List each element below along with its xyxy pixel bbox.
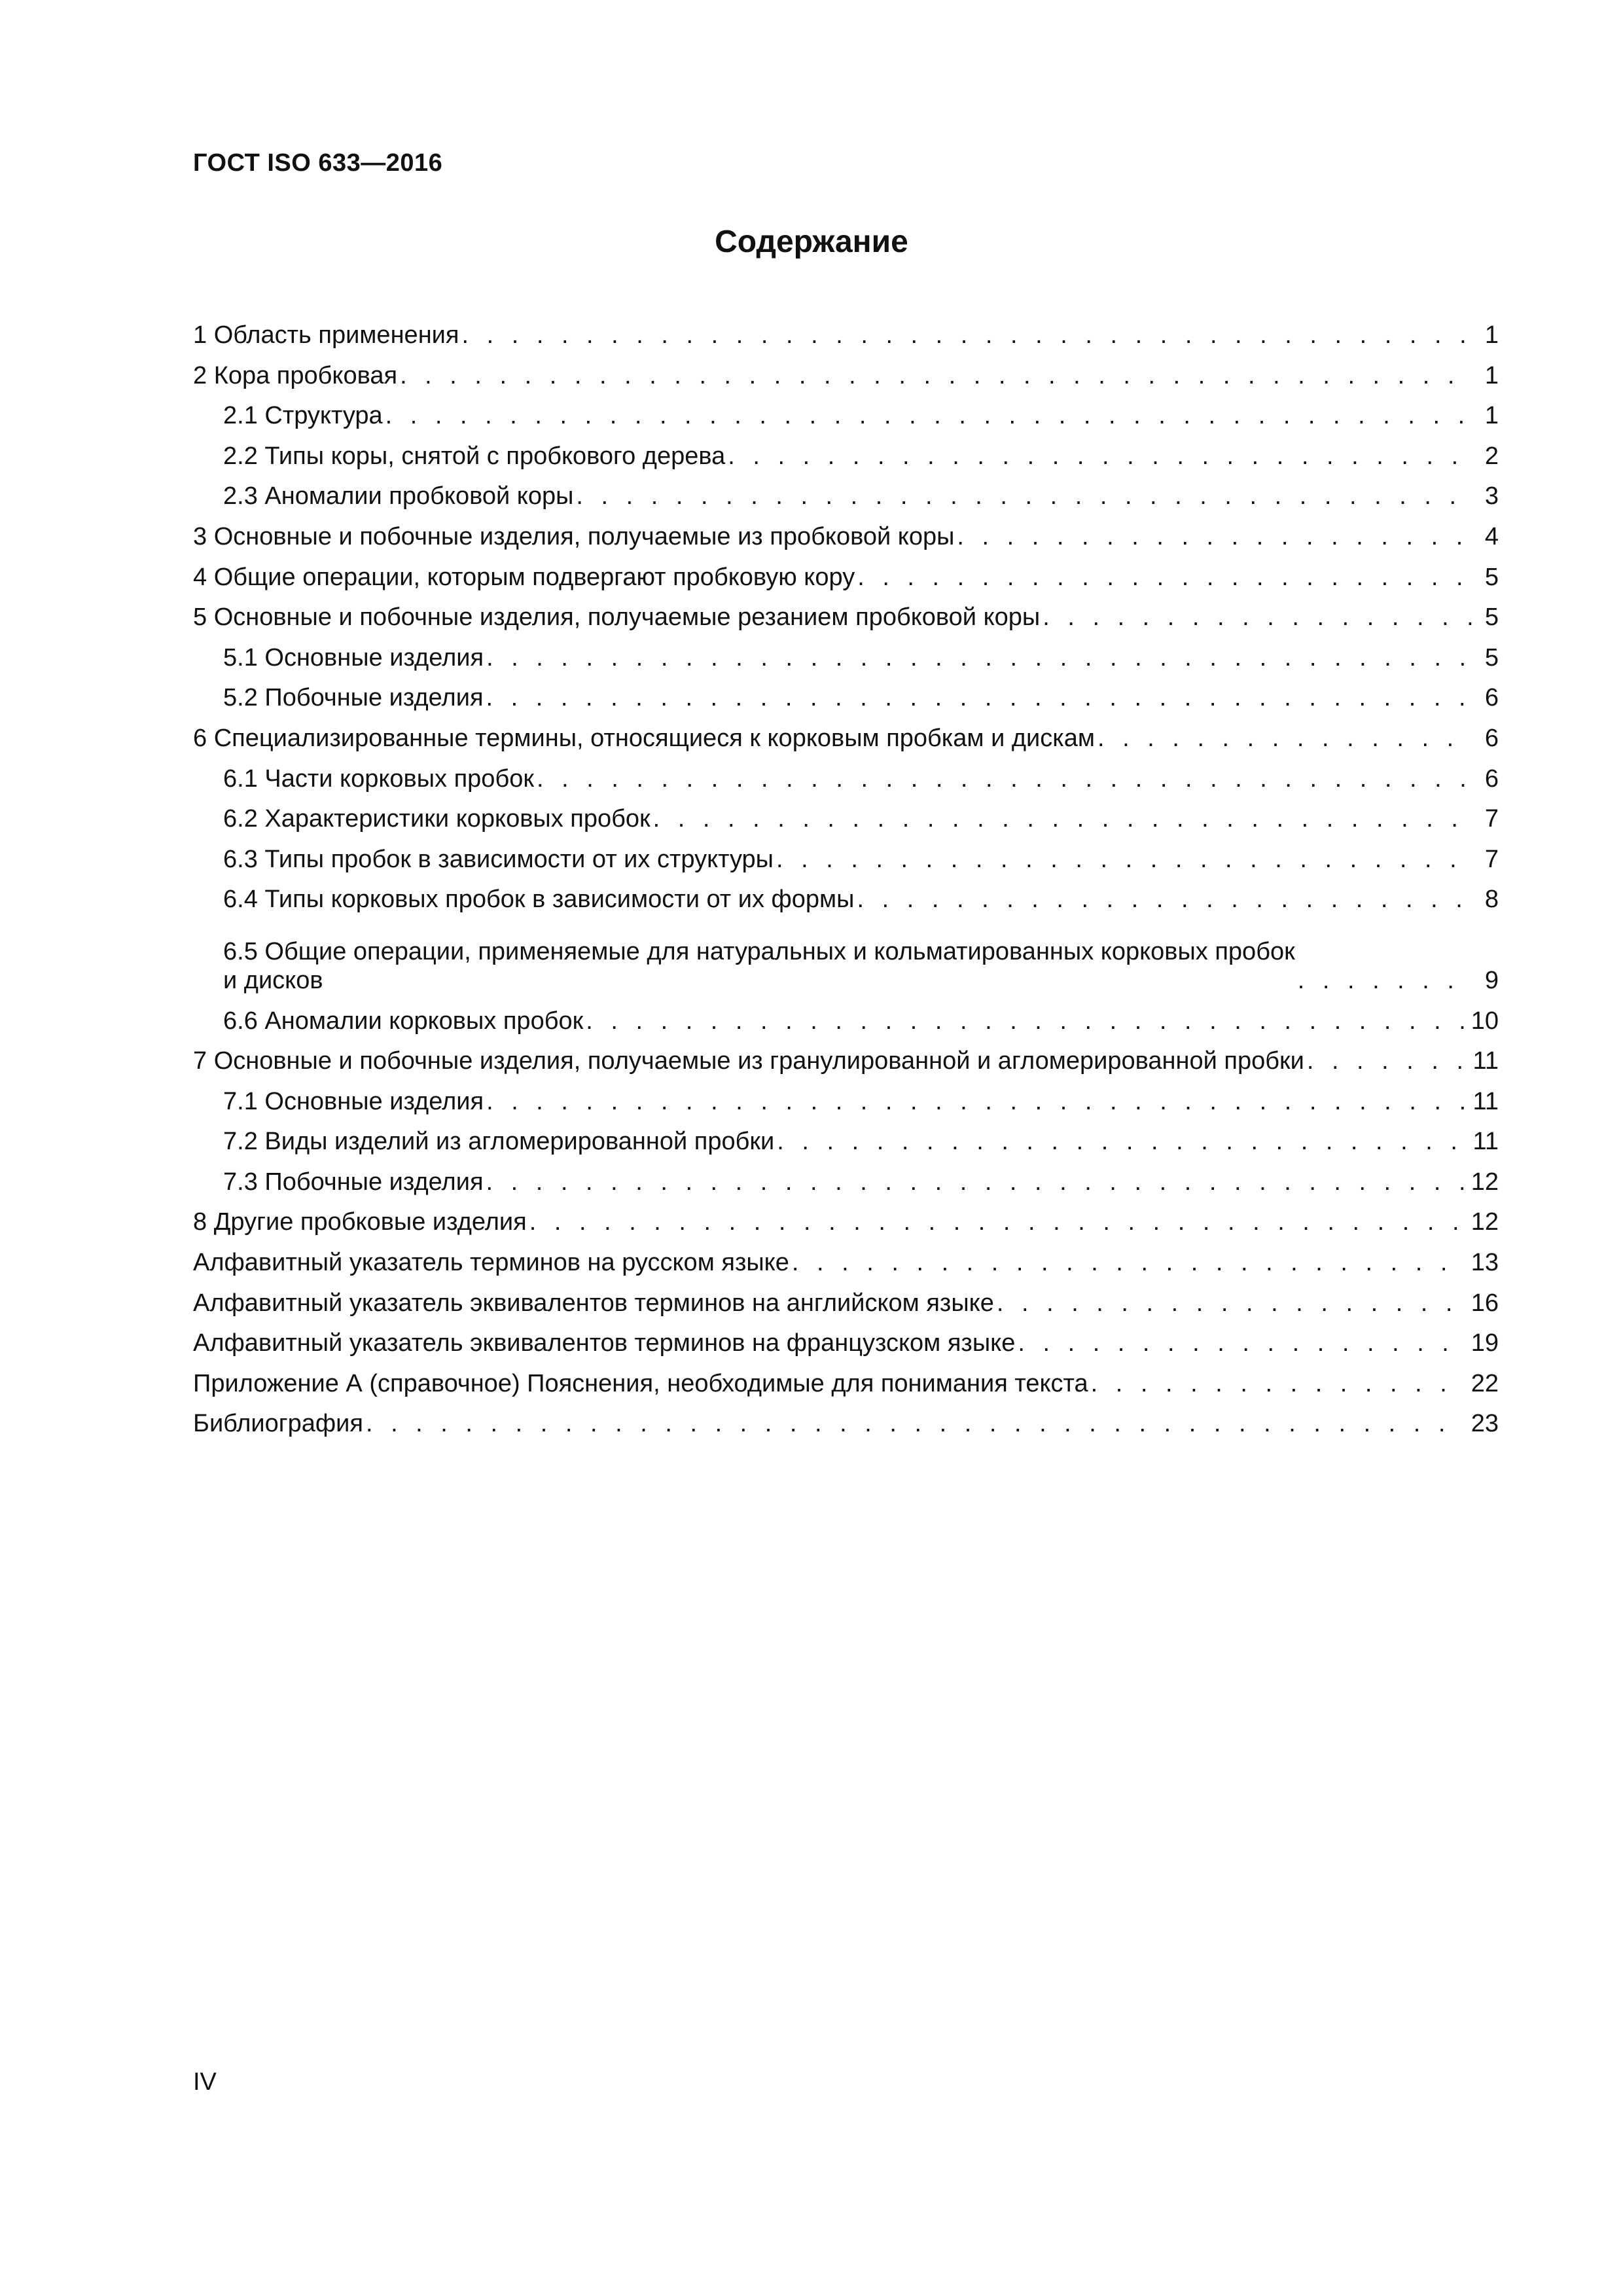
- toc-entry-index-russian[interactable]: [193, 1248, 1499, 1277]
- toc-entry-page: 9: [1484, 966, 1499, 994]
- dot-leader: [366, 1409, 1465, 1438]
- dot-leader: [1018, 1329, 1464, 1357]
- dot-leader: [1298, 966, 1474, 995]
- toc-entry-7-1[interactable]: [193, 1087, 1499, 1116]
- toc-entry-page: 7: [1484, 845, 1499, 873]
- toc-entry-page: 8: [1484, 886, 1499, 914]
- toc-entry-page: 5: [1484, 643, 1499, 672]
- toc-entry-5-2[interactable]: [193, 683, 1499, 712]
- dot-leader: [486, 683, 1474, 712]
- toc-entry-label: 2.1 Структура: [223, 402, 383, 430]
- toc-entry-label: 6.4 Типы корковых пробок в зависимости от их формы: [223, 886, 855, 914]
- toc-entry-page: 4: [1484, 522, 1499, 550]
- toc-entry-label-line1: 6.5 Общие операции, применяемые для натуральных и кольматированных корковых пробок: [223, 937, 1295, 965]
- toc-entry-label: 1 Область применения: [193, 321, 459, 349]
- toc-entry-7-2[interactable]: [193, 1127, 1499, 1156]
- toc-entry-label-line2: и дисков: [223, 966, 323, 994]
- toc-entry-label: 5.1 Основные изделия: [223, 643, 484, 672]
- toc-entry-page: 16: [1471, 1289, 1499, 1317]
- toc-entry-page: 11: [1472, 1087, 1499, 1115]
- toc-entry-page: 11: [1472, 1047, 1499, 1075]
- dot-leader: [586, 1007, 1464, 1035]
- toc-entry-page: 6: [1484, 684, 1499, 712]
- dot-leader: [777, 1127, 1466, 1156]
- toc-entry-5[interactable]: [193, 603, 1499, 632]
- dot-leader: [857, 563, 1474, 592]
- page-number: IV: [193, 2068, 217, 2096]
- toc-entry-page: 12: [1471, 1168, 1499, 1196]
- toc-entry-label: 6.3 Типы пробок в зависимости от их структуры: [223, 845, 774, 873]
- toc-entry-page: 10: [1471, 1007, 1499, 1035]
- toc-entry-6-6[interactable]: [193, 1007, 1499, 1035]
- toc-entry-label: 6 Специализированные термины, относящиеся к корковым пробкам и дискам: [193, 724, 1095, 752]
- dot-leader: [997, 1289, 1465, 1318]
- dot-leader: [792, 1248, 1465, 1277]
- toc-entry-bibliography[interactable]: [193, 1409, 1499, 1438]
- toc-entry-page: 5: [1484, 563, 1499, 591]
- toc-entry-index-french[interactable]: [193, 1329, 1499, 1357]
- toc-entry-label: 7.2 Виды изделий из агломерированной пробки: [223, 1128, 775, 1156]
- toc-entry-page: 6: [1484, 724, 1499, 752]
- dot-leader: [461, 321, 1474, 350]
- toc-entry-7[interactable]: [193, 1047, 1499, 1075]
- toc-entry-8[interactable]: [193, 1208, 1499, 1236]
- toc-entry-7-3[interactable]: [193, 1168, 1499, 1196]
- toc-entry-label: 5 Основные и побочные изделия, получаемые резанием пробковой коры: [193, 603, 1041, 632]
- toc-entry-label: 3 Основные и побочные изделия, получаемые из пробковой коры: [193, 522, 955, 550]
- toc-entry-label: 7 Основные и побочные изделия, получаемые из гранулированной и агломерированной пробки: [193, 1047, 1304, 1075]
- toc-entry-6-2[interactable]: [193, 804, 1499, 833]
- toc-entry-label: [223, 937, 1295, 995]
- toc-entry-page: 5: [1484, 603, 1499, 632]
- toc-entry-page: 23: [1471, 1410, 1499, 1438]
- toc-entry-label: 7.3 Побочные изделия: [223, 1168, 484, 1196]
- dot-leader: [576, 482, 1474, 511]
- dot-leader: [486, 643, 1474, 672]
- toc-entry-page: 6: [1484, 764, 1499, 793]
- dot-leader: [957, 522, 1474, 551]
- toc-entry-label: 6.1 Части корковых пробок: [223, 764, 534, 793]
- dot-leader: [486, 1168, 1465, 1196]
- toc-entry-label: 6.2 Характеристики корковых пробок: [223, 805, 651, 833]
- dot-leader: [529, 1208, 1465, 1236]
- toc-entry-2-1[interactable]: [193, 401, 1499, 430]
- toc-entry-6[interactable]: [193, 724, 1499, 753]
- table-of-contents: [193, 321, 1499, 1450]
- toc-entry-label: Алфавитный указатель терминов на русском языке: [193, 1249, 789, 1277]
- toc-entry-label: 7.1 Основные изделия: [223, 1087, 484, 1115]
- toc-entry-label: Библиография: [193, 1410, 363, 1438]
- toc-entry-appendix-a[interactable]: [193, 1369, 1499, 1398]
- document-code: ГОСТ ISO 633—2016: [193, 149, 443, 177]
- toc-entry-index-english[interactable]: [193, 1289, 1499, 1318]
- toc-entry-label: 8 Другие пробковые изделия: [193, 1208, 527, 1236]
- toc-entry-page: 3: [1484, 482, 1499, 511]
- dot-leader: [385, 401, 1474, 430]
- toc-entry-label: 2.2 Типы коры, снятой с пробкового дерева: [223, 442, 726, 470]
- toc-entry-label: 2 Кора пробковая: [193, 361, 398, 389]
- toc-entry-label: Алфавитный указатель эквивалентов терминов на французском языке: [193, 1329, 1016, 1357]
- dot-leader: [1307, 1047, 1467, 1075]
- dot-leader: [776, 845, 1474, 874]
- toc-entry-2[interactable]: [193, 361, 1499, 390]
- toc-entry-2-2[interactable]: [193, 442, 1499, 471]
- toc-entry-5-1[interactable]: [193, 643, 1499, 672]
- dot-leader: [857, 885, 1474, 914]
- dot-leader: [400, 361, 1474, 390]
- toc-entry-6-3[interactable]: [193, 845, 1499, 874]
- toc-entry-page: 2: [1484, 442, 1499, 470]
- toc-entry-6-1[interactable]: [193, 764, 1499, 793]
- dot-leader: [1091, 1369, 1465, 1398]
- toc-entry-page: 13: [1471, 1249, 1499, 1277]
- toc-entry-label: 6.6 Аномалии корковых пробок: [223, 1007, 584, 1035]
- toc-title: Содержание: [715, 224, 908, 259]
- toc-entry-page: 22: [1471, 1369, 1499, 1397]
- toc-entry-label: Алфавитный указатель эквивалентов терминов на английском языке: [193, 1289, 994, 1317]
- toc-entry-label: Приложение А (справочное) Пояснения, необходимые для понимания текста: [193, 1369, 1088, 1397]
- dot-leader: [537, 764, 1474, 793]
- toc-entry-page: 1: [1484, 402, 1499, 430]
- toc-entry-1[interactable]: [193, 321, 1499, 350]
- toc-entry-page: 19: [1471, 1329, 1499, 1357]
- toc-entry-2-3[interactable]: [193, 482, 1499, 511]
- toc-entry-page: 1: [1484, 361, 1499, 389]
- toc-entry-4[interactable]: [193, 563, 1499, 592]
- toc-entry-page: 1: [1484, 321, 1499, 349]
- toc-entry-page: 7: [1484, 805, 1499, 833]
- dot-leader: [1043, 603, 1474, 632]
- dot-leader: [1097, 724, 1474, 753]
- toc-entry-3[interactable]: [193, 522, 1499, 551]
- toc-entry-page: 12: [1471, 1208, 1499, 1236]
- toc-entry-label: 5.2 Побочные изделия: [223, 684, 484, 712]
- dot-leader: [653, 804, 1474, 833]
- toc-entry-label: 4 Общие операции, которым подвергают пробковую кору: [193, 563, 855, 591]
- toc-entry-6-5[interactable]: [193, 925, 1499, 995]
- dot-leader: [486, 1087, 1466, 1116]
- toc-entry-page: 11: [1472, 1128, 1499, 1156]
- dot-leader: [728, 442, 1474, 471]
- toc-entry-6-4[interactable]: [193, 885, 1499, 914]
- toc-entry-label: 2.3 Аномалии пробковой коры: [223, 482, 574, 511]
